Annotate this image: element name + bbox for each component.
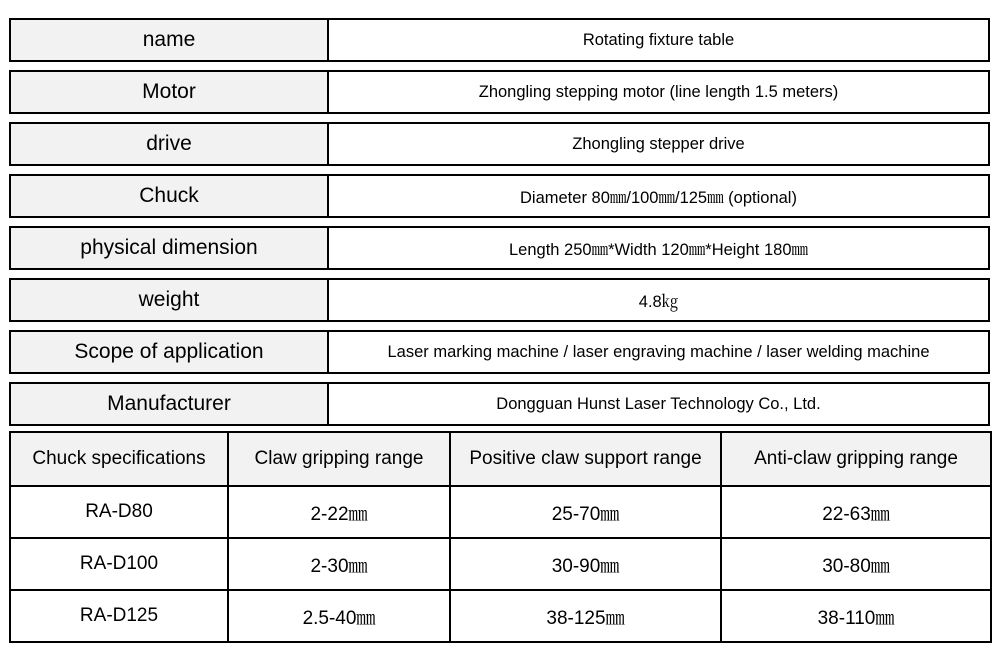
table-cell: 22-63㎜	[721, 486, 991, 538]
spec-row-weight	[9, 278, 990, 322]
spec-label: weight	[11, 280, 329, 320]
table-cell: 25-70㎜	[450, 486, 721, 538]
spec-label: Manufacturer	[11, 384, 329, 424]
table-cell: 38-125㎜	[450, 590, 721, 642]
table-cell: 2-30㎜	[228, 538, 450, 590]
table-row	[10, 486, 991, 538]
spec-label: Scope of application	[11, 332, 329, 372]
column-header: Positive claw support range	[450, 432, 721, 486]
table-cell: RA-D80	[10, 486, 228, 538]
table-cell: 30-80㎜	[721, 538, 991, 590]
column-header: Chuck specifications	[10, 432, 228, 486]
column-header: Claw gripping range	[228, 432, 450, 486]
spec-value: Length 250㎜*Width 120㎜*Height 180㎜	[508, 241, 809, 259]
spec-value: Zhongling stepper drive	[572, 134, 745, 153]
spec-value: Diameter 80㎜/100㎜/125㎜ (optional)	[520, 189, 797, 207]
spec-label: name	[11, 20, 329, 60]
spec-row-motor	[9, 70, 990, 114]
spec-row-drive	[9, 122, 990, 166]
table-row	[10, 538, 991, 590]
spec-value: Dongguan Hunst Laser Technology Co., Ltd.	[496, 394, 821, 413]
table-cell: RA-D125	[10, 590, 228, 642]
spec-label: physical dimension	[11, 228, 329, 268]
column-header: Anti-claw gripping range	[721, 432, 991, 486]
spec-label: Motor	[11, 72, 329, 112]
table-cell: 30-90㎜	[450, 538, 721, 590]
spec-row-name	[9, 18, 990, 62]
table-cell: 38-110㎜	[721, 590, 991, 642]
table-cell: 2-22㎜	[228, 486, 450, 538]
table-header-row	[10, 432, 991, 486]
table-cell: 2.5-40㎜	[228, 590, 450, 642]
spec-label: Chuck	[11, 176, 329, 216]
spec-row-chuck	[9, 174, 990, 218]
table-cell: RA-D100	[10, 538, 228, 590]
spec-row-physical-dimension	[9, 226, 990, 270]
spec-row-manufacturer	[9, 382, 990, 426]
chuck-spec-table	[9, 431, 992, 643]
spec-value: Zhongling stepping motor (line length 1.5 meters)	[478, 82, 839, 101]
table-row	[10, 590, 991, 642]
spec-label: drive	[11, 124, 329, 164]
spec-row-scope	[9, 330, 990, 374]
spec-value: 4.8㎏	[638, 293, 679, 311]
spec-value: Laser marking machine / laser engraving machine / laser welding machine	[387, 342, 930, 361]
spec-value: Rotating fixture table	[582, 30, 735, 49]
